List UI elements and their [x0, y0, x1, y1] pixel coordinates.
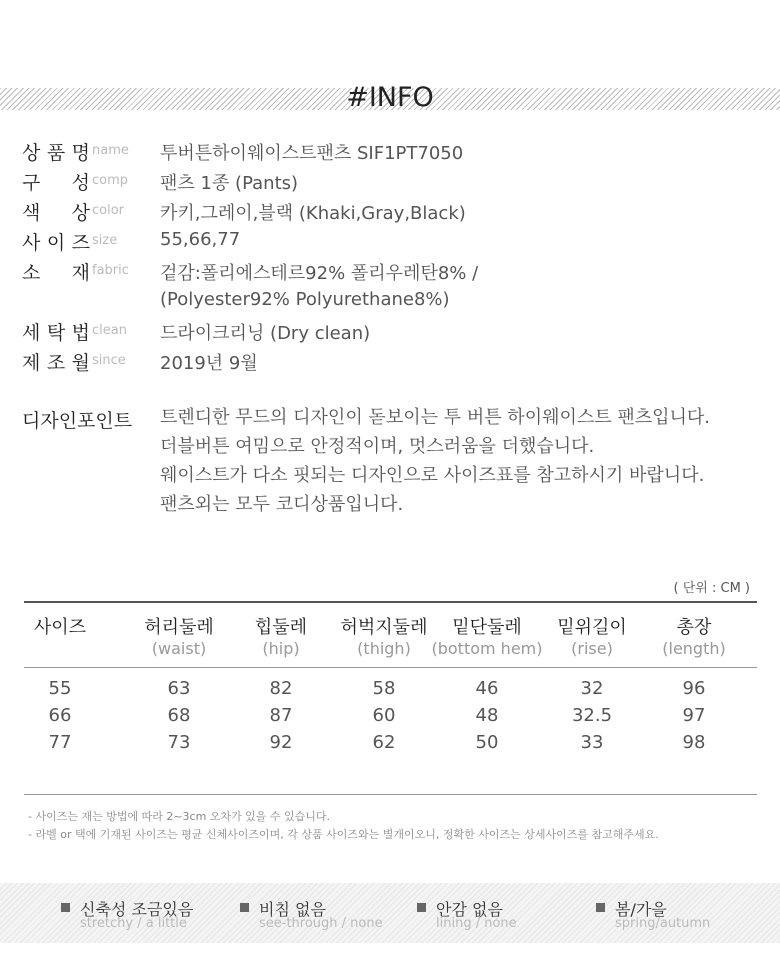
table-row: [24, 705, 757, 732]
info-label-char: 제: [22, 352, 41, 374]
info-row: [22, 198, 762, 228]
info-label-char: 즈: [71, 232, 90, 254]
info-label-char: 재: [71, 262, 90, 284]
header-ko: 밑단둘레: [452, 617, 522, 638]
info-label: [22, 318, 90, 345]
table-cell: 46: [475, 678, 499, 699]
info-value: 투버튼하이웨이스트팬츠 SIF1PT7050: [160, 143, 464, 164]
header-en: (waist): [151, 639, 207, 658]
info-label-char: 성: [71, 172, 90, 194]
header-ko: 힙둘레: [254, 617, 308, 638]
info-row: [22, 288, 762, 318]
info-value: 겉감:폴리에스테르92% 폴리우레탄8% /: [160, 263, 479, 284]
info-label-char: 품: [46, 142, 66, 164]
info-label-char: 조: [46, 352, 66, 374]
header-ko: 밑위길이: [557, 617, 627, 638]
table-cell: 66: [48, 705, 72, 726]
table-cell: 32: [580, 678, 604, 699]
info-row: [22, 258, 762, 288]
square-bullet-icon: [61, 903, 70, 912]
size-table: [24, 601, 757, 795]
feature-en: see-through / none: [259, 916, 383, 931]
header-ko: 허벅지둘레: [340, 617, 428, 638]
table-cell: 98: [682, 732, 706, 753]
info-label-char: 구: [22, 172, 41, 194]
product-info: [22, 138, 762, 378]
table-cell: 97: [682, 705, 706, 726]
feature-en: lining / none: [436, 916, 517, 931]
table-cell: 73: [167, 732, 191, 753]
info-title-bar: [0, 82, 780, 113]
header-en: (bottom hem): [431, 639, 543, 658]
design-point-line: 트렌디한 무드의 디자인이 돋보이는 투 버튼 하이웨이스트 팬츠입니다.: [160, 407, 711, 428]
design-point-text: [160, 406, 710, 522]
table-cell: 68: [167, 705, 191, 726]
table-cell: 33: [580, 732, 604, 753]
info-value: 2019년 9월: [160, 353, 258, 374]
info-label-char: 소: [22, 262, 41, 284]
header-ko: 허리둘레: [144, 617, 214, 638]
feature-ko: 비침 없음: [259, 900, 326, 919]
table-cell: 60: [372, 705, 396, 726]
info-label-en: fabric: [92, 263, 129, 278]
table-row: [24, 732, 757, 759]
info-label-en: name: [92, 143, 129, 158]
unit-label: ( 단위 : CM ): [673, 581, 750, 596]
table-cell: 32.5: [571, 705, 613, 726]
header-ko: 총장: [676, 617, 712, 638]
square-bullet-icon: [240, 903, 249, 912]
info-label-char: 이: [46, 232, 66, 254]
table-cell: 50: [475, 732, 499, 753]
table-row: [24, 678, 757, 705]
info-value: 카키,그레이,블랙 (Khaki,Gray,Black): [160, 203, 466, 224]
info-label: [22, 258, 90, 285]
size-note: - 라벨 or 택에 기재된 사이즈는 평균 신체사이즈이며, 각 상품 사이즈와는 별개이오니, 정확한 사이즈는 상세사이즈를 참고해주세요.: [28, 828, 659, 841]
size-table-header-cell: [427, 603, 547, 667]
table-cell: 87: [269, 705, 293, 726]
header-en: (length): [662, 639, 726, 658]
design-point-label: 디자인포인트: [22, 410, 133, 432]
info-row: [22, 138, 762, 168]
table-cell: 82: [269, 678, 293, 699]
feature-ko: 안감 없음: [436, 900, 503, 919]
table-cell: 77: [48, 732, 72, 753]
size-table-body: [24, 668, 757, 795]
design-point-line: 더블버튼 여밈으로 안정적이며, 멋스러움을 더했습니다.: [160, 436, 595, 457]
info-label-char: 상: [22, 142, 41, 164]
info-row: [22, 318, 762, 348]
table-cell: 96: [682, 678, 706, 699]
info-label-char: 사: [22, 232, 41, 254]
feature-bar: [0, 883, 780, 943]
table-cell: 62: [372, 732, 396, 753]
info-value: 팬츠 1종 (Pants): [160, 173, 299, 194]
info-label-en: comp: [92, 173, 129, 188]
table-cell: 48: [475, 705, 499, 726]
square-bullet-icon: [417, 903, 426, 912]
page-title: #INFO: [346, 82, 434, 113]
square-bullet-icon: [596, 903, 605, 912]
info-label-en: clean: [92, 323, 127, 338]
info-label-en: color: [92, 203, 125, 218]
info-label-en: size: [92, 233, 118, 248]
size-notes: [28, 808, 659, 844]
info-value: 55,66,77: [160, 229, 241, 250]
info-row: [22, 348, 762, 378]
feature-ko: 신축성 조금있음: [80, 900, 194, 919]
feature-en: spring/autumn: [615, 916, 711, 931]
info-label: [22, 168, 90, 195]
table-cell: 92: [269, 732, 293, 753]
info-label: [22, 198, 90, 225]
info-value: (Polyester92% Polyurethane8%): [160, 289, 450, 310]
info-label: [22, 228, 90, 255]
info-value: 드라이크리닝 (Dry clean): [160, 323, 371, 344]
info-label-char: 명: [71, 142, 90, 164]
info-label: [22, 348, 90, 375]
info-label-char: 법: [71, 322, 90, 344]
feature-en: stretchy / a little: [80, 916, 187, 931]
info-row: [22, 228, 762, 258]
size-table-header-cell: [324, 603, 444, 667]
info-label-char: 탁: [46, 322, 66, 344]
table-cell: 58: [372, 678, 396, 699]
header-ko: 사이즈: [33, 617, 87, 638]
size-note: - 사이즈는 재는 방법에 따라 2~3cm 오차가 있을 수 있습니다.: [28, 810, 331, 823]
info-label: [22, 138, 90, 165]
table-cell: 55: [48, 678, 72, 699]
size-table-header: [24, 603, 757, 668]
info-label-char: 색: [22, 202, 41, 224]
info-row: [22, 168, 762, 198]
size-table-header-cell: [0, 603, 120, 667]
size-table-header-cell: [221, 603, 341, 667]
info-label-char: 상: [71, 202, 90, 224]
design-point-line: 팬츠외는 모두 코디상품입니다.: [160, 494, 404, 515]
design-point-line: 웨이스트가 다소 핏되는 디자인으로 사이즈표를 참고하시기 바랍니다.: [160, 465, 705, 486]
size-table-header-cell: [634, 603, 754, 667]
info-label-char: 세: [22, 322, 41, 344]
header-en: (rise): [571, 639, 613, 658]
table-cell: 63: [167, 678, 191, 699]
feature-ko: 봄/가을: [615, 900, 667, 919]
info-label-char: 월: [71, 352, 90, 374]
header-en: (thigh): [357, 639, 411, 658]
info-label-en: since: [92, 353, 126, 368]
header-en: (hip): [262, 639, 300, 658]
